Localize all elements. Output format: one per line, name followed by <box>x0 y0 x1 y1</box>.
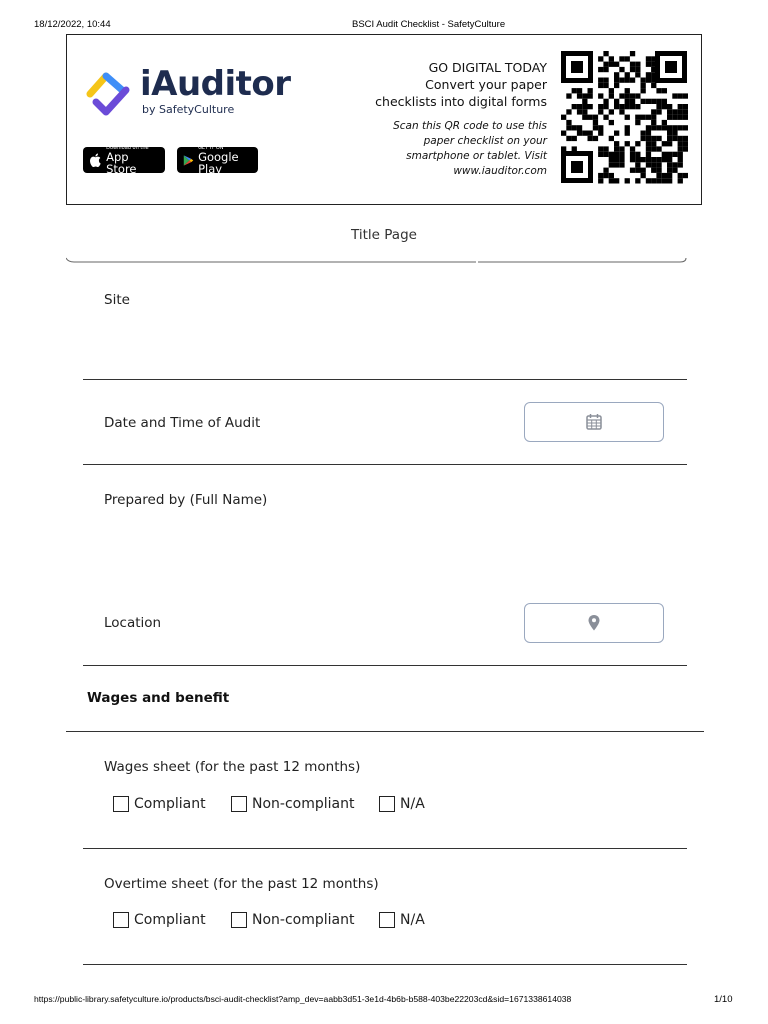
section-divider <box>66 731 704 732</box>
promo-italic-4: www.iauditor.com <box>453 165 547 177</box>
option-label: Compliant <box>134 796 206 812</box>
date-time-picker[interactable] <box>524 402 664 442</box>
question-divider <box>83 964 687 965</box>
qr-code[interactable] <box>560 50 688 184</box>
checkbox[interactable] <box>231 796 247 812</box>
option-label: Non-compliant <box>252 796 355 812</box>
print-page-number: 1/10 <box>714 994 733 1005</box>
section-title-wages: Wages and benefit <box>87 690 230 706</box>
checkbox[interactable] <box>113 912 129 928</box>
date-divider <box>83 464 687 465</box>
option-compliant[interactable] <box>113 912 206 928</box>
google-play-big-text: Google Play <box>198 150 239 176</box>
app-store-big-text: App Store <box>106 150 137 176</box>
checkbox[interactable] <box>379 912 395 928</box>
promo-heading: GO DIGITAL TODAY <box>428 60 547 75</box>
promo-italic-2: paper checklist on your <box>423 135 547 147</box>
checkbox[interactable] <box>231 912 247 928</box>
apple-icon <box>89 152 102 168</box>
option-na[interactable] <box>379 912 425 928</box>
site-divider <box>83 379 687 380</box>
promo-line-2: checklists into digital forms <box>375 94 547 109</box>
option-label: Compliant <box>134 912 206 928</box>
logo-subtitle: by SafetyCulture <box>142 103 235 116</box>
print-title: BSCI Audit Checklist - SafetyCulture <box>352 19 506 30</box>
site-label: Site <box>104 292 130 308</box>
logo-wordmark: iAuditor <box>140 64 291 104</box>
checkbox[interactable] <box>379 796 395 812</box>
promo-italic-1: Scan this QR code to use this <box>393 120 547 132</box>
app-store-small-text: Download on the <box>106 145 149 151</box>
print-url: https://public-library.safetyculture.io/products/bsci-audit-checklist?amp_dev=aabb3d51-3e1d-4b6b-b588-403be22203cd&sid=1671338614038 <box>34 994 572 1004</box>
option-label: Non-compliant <box>252 912 355 928</box>
app-store-badge[interactable] <box>83 145 165 176</box>
promo-italic-3: smartphone or tablet. Visit <box>406 150 547 162</box>
title-page-heading: Title Page <box>351 227 417 243</box>
prepared-by-label: Prepared by (Full Name) <box>104 492 268 508</box>
google-play-small-text: GET IT ON <box>198 145 224 151</box>
question-divider <box>83 848 687 849</box>
google-play-icon <box>183 153 194 168</box>
option-non-compliant[interactable] <box>231 912 354 928</box>
promo-line-1: Convert your paper <box>425 77 547 92</box>
question-label: Overtime sheet (for the past 12 months) <box>104 876 379 892</box>
option-compliant[interactable] <box>113 796 206 812</box>
print-datetime: 18/12/2022, 10:44 <box>34 19 111 30</box>
map-pin-icon <box>587 614 601 632</box>
location-label: Location <box>104 615 162 631</box>
location-picker[interactable] <box>524 603 664 643</box>
iauditor-logo-icon <box>82 68 134 118</box>
google-play-badge[interactable] <box>177 145 258 176</box>
option-na[interactable] <box>379 796 425 812</box>
option-label: N/A <box>400 912 425 928</box>
date-time-label: Date and Time of Audit <box>104 415 261 431</box>
calendar-icon <box>585 413 603 431</box>
title-divider <box>66 252 688 264</box>
checkbox[interactable] <box>113 796 129 812</box>
option-non-compliant[interactable] <box>231 796 354 812</box>
option-label: N/A <box>400 796 425 812</box>
question-label: Wages sheet (for the past 12 months) <box>104 759 361 775</box>
location-divider <box>83 665 687 666</box>
